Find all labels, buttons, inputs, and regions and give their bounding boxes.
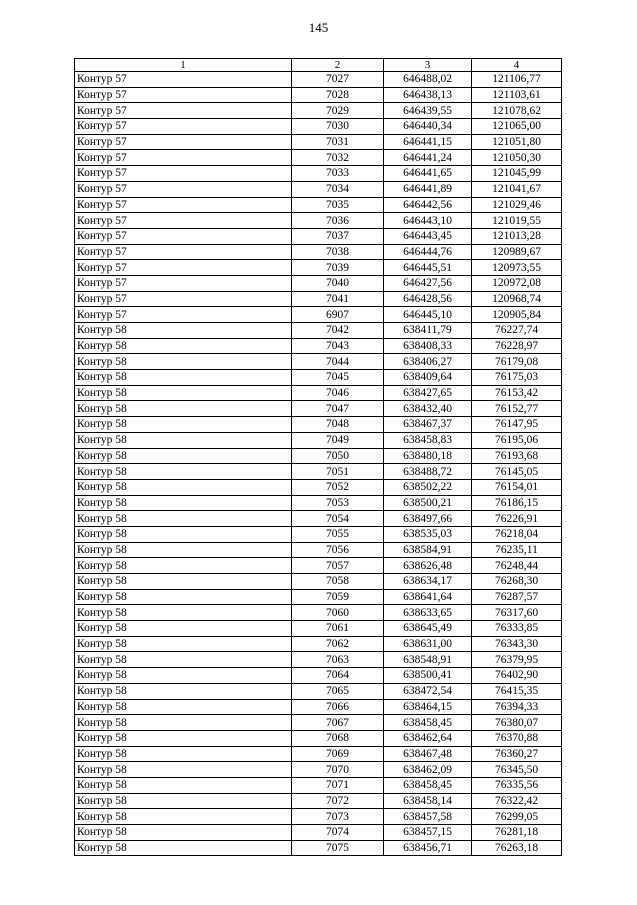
table-row [75,119,562,135]
table-row [75,526,562,542]
contour-name-cell: Контур 58 [75,652,292,668]
point-number-cell: 7040 [292,275,384,291]
contour-name-cell: Контур 57 [75,197,292,213]
x-coordinate-cell: 638406,27 [384,354,472,370]
table-row [75,652,562,668]
y-coordinate-cell: 76175,03 [472,370,562,386]
y-coordinate-cell: 76228,97 [472,338,562,354]
contour-name-cell: Контур 58 [75,495,292,511]
y-coordinate-cell: 76145,05 [472,464,562,480]
x-coordinate-cell: 638458,45 [384,777,472,793]
table-row [75,621,562,637]
table-row [75,197,562,213]
x-coordinate-cell: 646427,56 [384,275,472,291]
x-coordinate-cell: 638626,48 [384,558,472,574]
x-coordinate-cell: 646443,10 [384,213,472,229]
table-row [75,307,562,323]
contour-name-cell: Контур 57 [75,244,292,260]
y-coordinate-cell: 121050,30 [472,150,562,166]
x-coordinate-cell: 638535,03 [384,526,472,542]
contour-name-cell: Контур 57 [75,87,292,103]
contour-name-cell: Контур 58 [75,636,292,652]
y-coordinate-cell: 76195,06 [472,432,562,448]
y-coordinate-cell: 76248,44 [472,558,562,574]
table-row [75,401,562,417]
y-coordinate-cell: 76227,74 [472,323,562,339]
contour-name-cell: Контур 58 [75,464,292,480]
x-coordinate-cell: 638631,00 [384,636,472,652]
table-row [75,103,562,119]
table-row [75,244,562,260]
x-coordinate-cell: 646439,55 [384,103,472,119]
point-number-cell: 7039 [292,260,384,276]
x-coordinate-cell: 638456,71 [384,840,472,856]
point-number-cell: 7046 [292,385,384,401]
x-coordinate-cell: 638458,14 [384,793,472,809]
contour-name-cell: Контур 57 [75,150,292,166]
x-coordinate-cell: 638584,91 [384,542,472,558]
y-coordinate-cell: 76394,33 [472,699,562,715]
y-coordinate-cell: 76402,90 [472,668,562,684]
contour-name-cell: Контур 58 [75,432,292,448]
point-number-cell: 7071 [292,777,384,793]
contour-name-cell: Контур 57 [75,181,292,197]
contour-name-cell: Контур 58 [75,621,292,637]
contour-name-cell: Контур 58 [75,715,292,731]
contour-name-cell: Контур 58 [75,385,292,401]
point-number-cell: 7055 [292,526,384,542]
contour-name-cell: Контур 57 [75,166,292,182]
y-coordinate-cell: 76268,30 [472,574,562,590]
table-row [75,589,562,605]
contour-name-cell: Контур 57 [75,260,292,276]
contour-name-cell: Контур 58 [75,526,292,542]
point-number-cell: 7033 [292,166,384,182]
contour-name-cell: Контур 57 [75,307,292,323]
y-coordinate-cell: 121041,67 [472,181,562,197]
x-coordinate-cell: 638462,09 [384,762,472,778]
y-coordinate-cell: 76322,42 [472,793,562,809]
x-coordinate-cell: 638458,83 [384,432,472,448]
y-coordinate-cell: 76333,85 [472,621,562,637]
point-number-cell: 7058 [292,574,384,590]
y-coordinate-cell: 120989,67 [472,244,562,260]
x-coordinate-cell: 646428,56 [384,291,472,307]
contour-name-cell: Контур 58 [75,809,292,825]
contour-name-cell: Контур 58 [75,793,292,809]
x-coordinate-cell: 638634,17 [384,574,472,590]
table-row [75,338,562,354]
table-row [75,370,562,386]
y-coordinate-cell: 76287,57 [472,589,562,605]
point-number-cell: 7057 [292,558,384,574]
table-row [75,574,562,590]
contour-name-cell: Контур 58 [75,511,292,527]
x-coordinate-cell: 638497,66 [384,511,472,527]
y-coordinate-cell: 76415,35 [472,683,562,699]
y-coordinate-cell: 120972,08 [472,275,562,291]
contour-name-cell: Контур 57 [75,134,292,150]
table-row [75,166,562,182]
page-number: 145 [308,20,329,35]
point-number-cell: 7066 [292,699,384,715]
contour-name-cell: Контур 58 [75,825,292,841]
table-row [75,511,562,527]
table-row [75,181,562,197]
contour-name-cell: Контур 58 [75,417,292,433]
table-row [75,448,562,464]
point-number-cell: 7053 [292,495,384,511]
table-row [75,134,562,150]
header-cell-4: 4 [472,59,562,72]
x-coordinate-cell: 638458,45 [384,715,472,731]
x-coordinate-cell: 638462,64 [384,730,472,746]
table-row [75,228,562,244]
contour-name-cell: Контур 58 [75,840,292,856]
coordinates-table-body [75,59,562,856]
point-number-cell: 7038 [292,244,384,260]
x-coordinate-cell: 638472,54 [384,683,472,699]
y-coordinate-cell: 76218,04 [472,526,562,542]
table-row [75,432,562,448]
point-number-cell: 7048 [292,417,384,433]
header-cell-2: 2 [292,59,384,72]
coordinates-table [74,58,562,856]
header-cell-3: 3 [384,59,472,72]
table-row [75,354,562,370]
point-number-cell: 7074 [292,825,384,841]
table-row [75,762,562,778]
x-coordinate-cell: 646442,56 [384,197,472,213]
point-number-cell: 7072 [292,793,384,809]
table-row [75,479,562,495]
y-coordinate-cell: 120973,55 [472,260,562,276]
x-coordinate-cell: 638645,49 [384,621,472,637]
y-coordinate-cell: 76154,01 [472,479,562,495]
y-coordinate-cell: 121045,99 [472,166,562,182]
x-coordinate-cell: 646438,13 [384,87,472,103]
x-coordinate-cell: 646441,89 [384,181,472,197]
table-row [75,699,562,715]
point-number-cell: 7068 [292,730,384,746]
point-number-cell: 7059 [292,589,384,605]
y-coordinate-cell: 76153,42 [472,385,562,401]
y-coordinate-cell: 121013,28 [472,228,562,244]
table-row [75,385,562,401]
x-coordinate-cell: 638457,15 [384,825,472,841]
x-coordinate-cell: 638457,58 [384,809,472,825]
point-number-cell: 7064 [292,668,384,684]
contour-name-cell: Контур 58 [75,558,292,574]
x-coordinate-cell: 646445,51 [384,260,472,276]
contour-name-cell: Контур 57 [75,103,292,119]
contour-name-cell: Контур 58 [75,668,292,684]
table-row [75,542,562,558]
point-number-cell: 7054 [292,511,384,527]
point-number-cell: 7075 [292,840,384,856]
table-row [75,72,562,88]
y-coordinate-cell: 121106,77 [472,72,562,88]
point-number-cell: 7063 [292,652,384,668]
x-coordinate-cell: 638500,21 [384,495,472,511]
x-coordinate-cell: 638480,18 [384,448,472,464]
x-coordinate-cell: 646441,65 [384,166,472,182]
x-coordinate-cell: 638502,22 [384,479,472,495]
contour-name-cell: Контур 57 [75,291,292,307]
point-number-cell: 7052 [292,479,384,495]
table-row [75,668,562,684]
contour-name-cell: Контур 57 [75,228,292,244]
contour-name-cell: Контур 58 [75,338,292,354]
y-coordinate-cell: 76335,56 [472,777,562,793]
x-coordinate-cell: 638427,65 [384,385,472,401]
table-row [75,793,562,809]
point-number-cell: 7031 [292,134,384,150]
x-coordinate-cell: 638464,15 [384,699,472,715]
contour-name-cell: Контур 58 [75,605,292,621]
y-coordinate-cell: 76263,18 [472,840,562,856]
y-coordinate-cell: 76193,68 [472,448,562,464]
point-number-cell: 7050 [292,448,384,464]
contour-name-cell: Контур 57 [75,119,292,135]
point-number-cell: 7044 [292,354,384,370]
x-coordinate-cell: 638467,37 [384,417,472,433]
x-coordinate-cell: 638467,48 [384,746,472,762]
y-coordinate-cell: 121019,55 [472,213,562,229]
point-number-cell: 7034 [292,181,384,197]
y-coordinate-cell: 121051,80 [472,134,562,150]
table-row [75,825,562,841]
y-coordinate-cell: 121078,62 [472,103,562,119]
point-number-cell: 7073 [292,809,384,825]
contour-name-cell: Контур 58 [75,574,292,590]
x-coordinate-cell: 646444,76 [384,244,472,260]
y-coordinate-cell: 76370,88 [472,730,562,746]
point-number-cell: 7049 [292,432,384,448]
contour-name-cell: Контур 58 [75,777,292,793]
point-number-cell: 7045 [292,370,384,386]
point-number-cell: 7051 [292,464,384,480]
x-coordinate-cell: 638488,72 [384,464,472,480]
point-number-cell: 7041 [292,291,384,307]
table-row [75,275,562,291]
x-coordinate-cell: 638500,41 [384,668,472,684]
point-number-cell: 7030 [292,119,384,135]
contour-name-cell: Контур 58 [75,699,292,715]
y-coordinate-cell: 121103,61 [472,87,562,103]
table-row [75,260,562,276]
contour-name-cell: Контур 58 [75,354,292,370]
contour-name-cell: Контур 58 [75,730,292,746]
contour-name-cell: Контур 57 [75,213,292,229]
contour-name-cell: Контур 57 [75,275,292,291]
y-coordinate-cell: 76186,15 [472,495,562,511]
point-number-cell: 7056 [292,542,384,558]
y-coordinate-cell: 76345,50 [472,762,562,778]
contour-name-cell: Контур 58 [75,448,292,464]
point-number-cell: 7062 [292,636,384,652]
x-coordinate-cell: 646488,02 [384,72,472,88]
table-row [75,291,562,307]
y-coordinate-cell: 120968,74 [472,291,562,307]
x-coordinate-cell: 638409,64 [384,370,472,386]
y-coordinate-cell: 76226,91 [472,511,562,527]
point-number-cell: 7028 [292,87,384,103]
point-number-cell: 7060 [292,605,384,621]
table-row [75,605,562,621]
y-coordinate-cell: 76179,08 [472,354,562,370]
contour-name-cell: Контур 58 [75,323,292,339]
x-coordinate-cell: 638408,33 [384,338,472,354]
x-coordinate-cell: 638432,40 [384,401,472,417]
point-number-cell: 7047 [292,401,384,417]
table-row [75,683,562,699]
point-number-cell: 7035 [292,197,384,213]
x-coordinate-cell: 646445,10 [384,307,472,323]
contour-name-cell: Контур 58 [75,401,292,417]
x-coordinate-cell: 638548,91 [384,652,472,668]
point-number-cell: 7036 [292,213,384,229]
table-row [75,777,562,793]
x-coordinate-cell: 638633,65 [384,605,472,621]
contour-name-cell: Контур 58 [75,542,292,558]
point-number-cell: 7042 [292,323,384,339]
contour-name-cell: Контур 57 [75,72,292,88]
y-coordinate-cell: 76235,11 [472,542,562,558]
y-coordinate-cell: 76147,95 [472,417,562,433]
y-coordinate-cell: 76281,18 [472,825,562,841]
point-number-cell: 6907 [292,307,384,323]
table-row [75,746,562,762]
point-number-cell: 7070 [292,762,384,778]
x-coordinate-cell: 646440,34 [384,119,472,135]
contour-name-cell: Контур 58 [75,370,292,386]
point-number-cell: 7043 [292,338,384,354]
contour-name-cell: Контур 58 [75,683,292,699]
y-coordinate-cell: 76299,05 [472,809,562,825]
table-row [75,150,562,166]
table-row [75,809,562,825]
table-row [75,87,562,103]
x-coordinate-cell: 638411,79 [384,323,472,339]
point-number-cell: 7069 [292,746,384,762]
contour-name-cell: Контур 58 [75,589,292,605]
x-coordinate-cell: 646441,24 [384,150,472,166]
y-coordinate-cell: 76343,30 [472,636,562,652]
y-coordinate-cell: 76360,27 [472,746,562,762]
table-row [75,558,562,574]
point-number-cell: 7027 [292,72,384,88]
point-number-cell: 7037 [292,228,384,244]
table-header-row [75,59,562,72]
table-row [75,323,562,339]
point-number-cell: 7032 [292,150,384,166]
table-row [75,840,562,856]
point-number-cell: 7061 [292,621,384,637]
y-coordinate-cell: 76380,07 [472,715,562,731]
y-coordinate-cell: 121065,00 [472,119,562,135]
table-row [75,715,562,731]
y-coordinate-cell: 76379,95 [472,652,562,668]
table-row [75,730,562,746]
table-row [75,495,562,511]
x-coordinate-cell: 646441,15 [384,134,472,150]
table-row [75,636,562,652]
point-number-cell: 7067 [292,715,384,731]
y-coordinate-cell: 76317,60 [472,605,562,621]
contour-name-cell: Контур 58 [75,762,292,778]
x-coordinate-cell: 646443,45 [384,228,472,244]
table-row [75,213,562,229]
table-row [75,464,562,480]
table-row [75,417,562,433]
x-coordinate-cell: 638641,64 [384,589,472,605]
point-number-cell: 7065 [292,683,384,699]
y-coordinate-cell: 120905,84 [472,307,562,323]
contour-name-cell: Контур 58 [75,479,292,495]
point-number-cell: 7029 [292,103,384,119]
y-coordinate-cell: 76152,77 [472,401,562,417]
contour-name-cell: Контур 58 [75,746,292,762]
y-coordinate-cell: 121029,46 [472,197,562,213]
header-cell-1: 1 [75,59,292,72]
